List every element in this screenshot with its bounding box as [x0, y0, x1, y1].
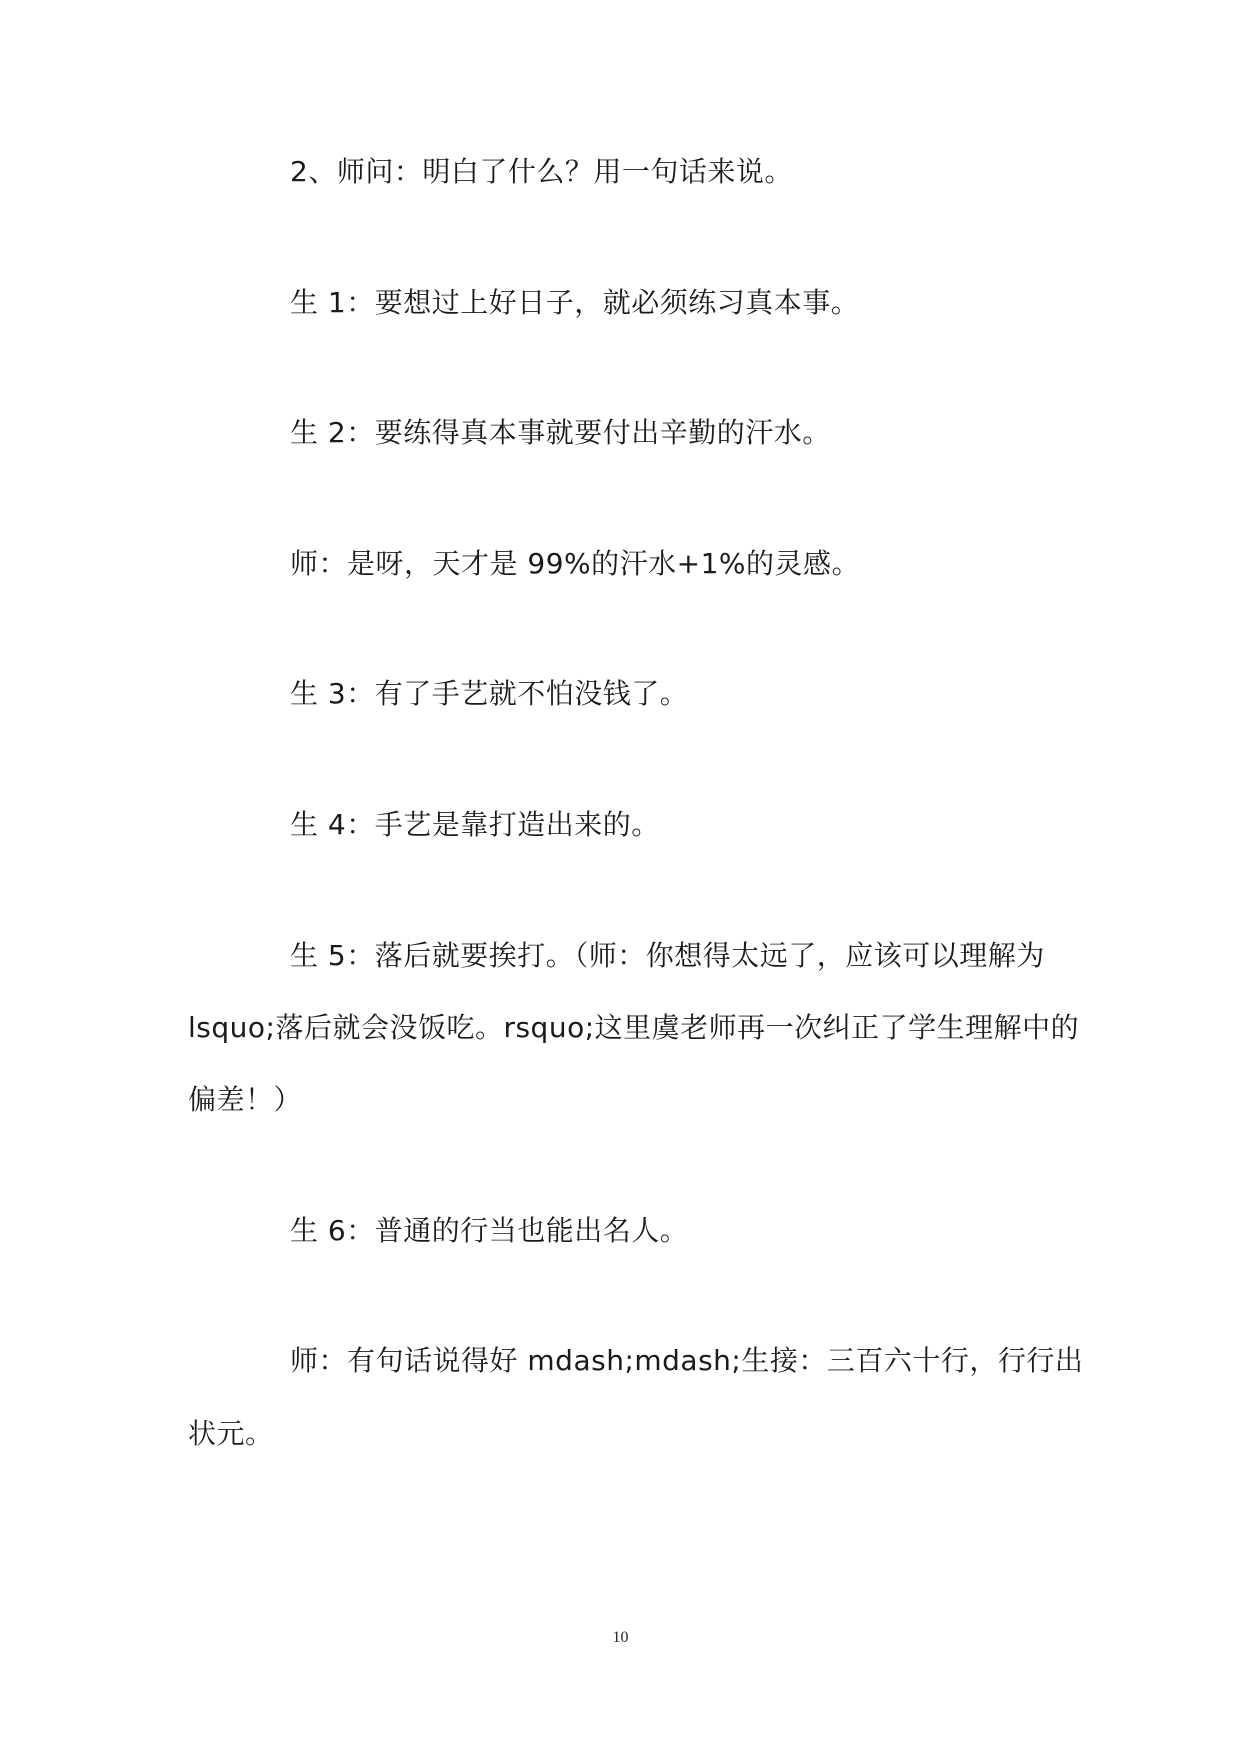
paragraph-student-5-line-1: 生 5：落后就要挨打。（师：你想得太远了，应该可以理解为	[290, 939, 1045, 972]
page-number: 10	[612, 1629, 629, 1646]
paragraph-student-1: 生 1：要想过上好日子，就必须练习真本事。	[290, 286, 860, 319]
paragraph-student-3: 生 3：有了手艺就不怕没钱了。	[290, 677, 689, 710]
paragraph-teacher-saying-line-2: 状元。	[188, 1417, 274, 1450]
paragraph-student-2: 生 2：要练得真本事就要付出辛勤的汗水。	[290, 416, 831, 449]
paragraph-teacher-saying-line-1: 师：有句话说得好 mdash;mdash;生接：三百六十行，行行出	[290, 1344, 1084, 1377]
paragraph-student-6: 生 6：普通的行当也能出名人。	[290, 1214, 689, 1247]
paragraph-student-5-line-3: 偏差！）	[188, 1083, 303, 1116]
paragraph-student-5-line-2: lsquo;落后就会没饭吃。rsquo;这里虞老师再一次纠正了学生理解中的	[188, 1011, 1080, 1044]
paragraph-student-4: 生 4：手艺是靠打造出来的。	[290, 808, 660, 841]
paragraph-teacher-genius: 师：是呀，天才是 99%的汗水+1%的灵感。	[290, 547, 861, 580]
paragraph-teacher-question: 2、师问：明白了什么？用一句话来说。	[290, 155, 793, 188]
